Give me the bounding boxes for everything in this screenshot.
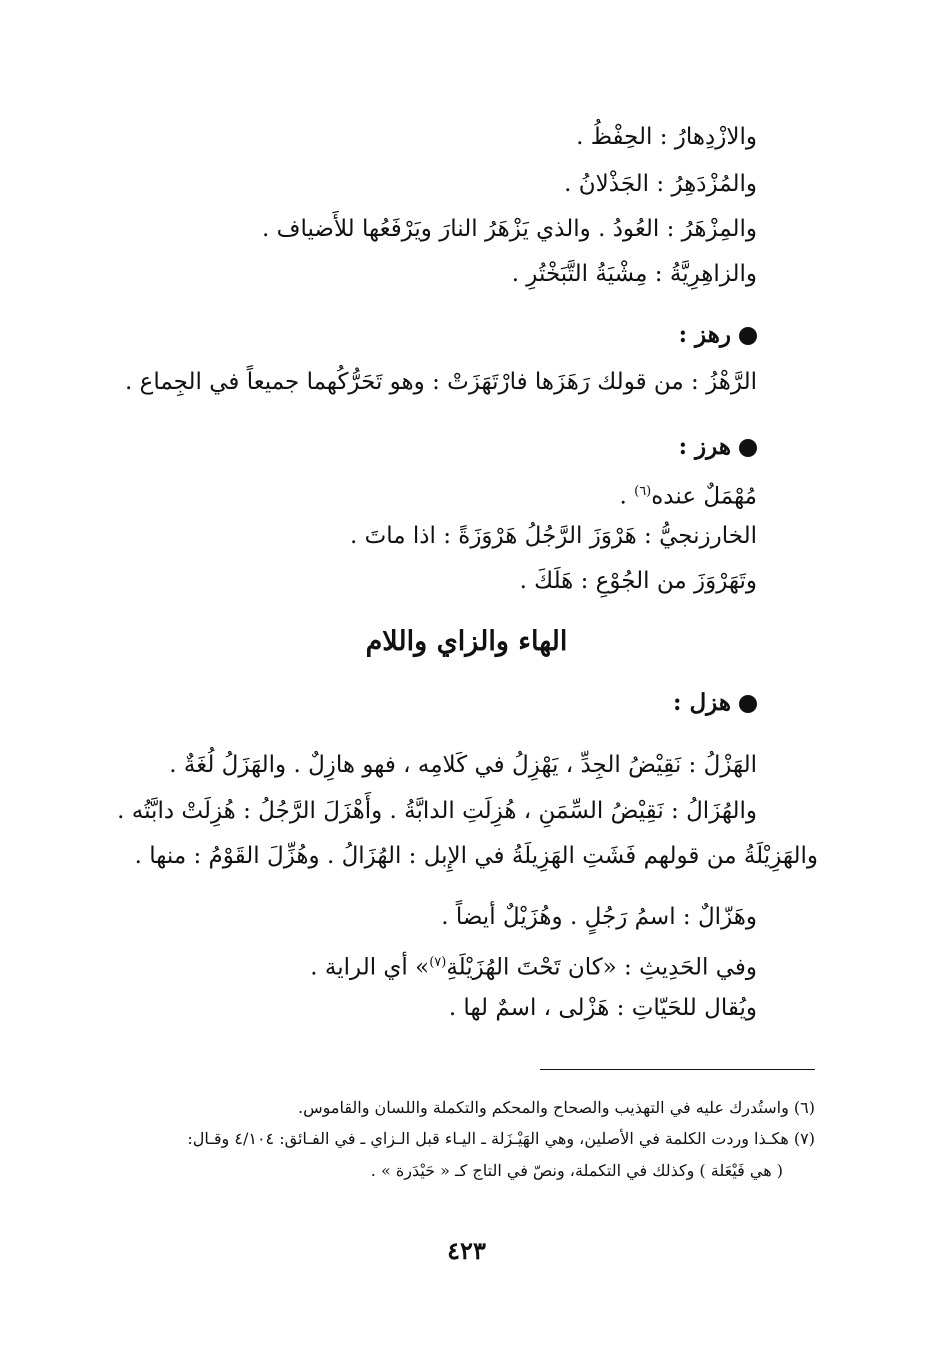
text-line: والازْدِهارُ : الحِفْظُ . [576, 124, 757, 150]
section-heading: الهاء والزاي واللام [365, 626, 568, 657]
bullet-icon [739, 439, 757, 457]
footnote: ( هي فَيْعَلة ) وكذلك في التكملة، ونصّ في التاج كـ « حَيْدَرة » . [370, 1161, 783, 1180]
page-number: ٤٢٣ [447, 1236, 486, 1265]
bullet-icon [739, 695, 757, 713]
entry-heading-rahz [679, 320, 757, 350]
text-line: وهَزّالٌ : اسمُ رَجُلٍ . وهُزَيْلٌ أيضاً . [441, 904, 757, 930]
entry-heading-harz [679, 432, 757, 462]
text-line: والهُزَالُ : نَقِيْضُ السِّمَنِ ، هُزِلَتِ الدابَّةُ . وأَهْزَلَ الرَّجُلُ : هُزِلَتْ دابَّتُه . [117, 798, 757, 824]
text-line: والمِزْهَرُ : العُودُ . والذي يَزْهَرُ النارَ ويَرْفَعُها للأَضياف . [262, 216, 757, 242]
text-line: والهَزِيْلَةُ من قولهم فَشَتِ الهَزِيلَةُ في الإِبل : الهُزَالُ . وهُزِّلَ القَوْمُ : منها . [134, 843, 818, 869]
footnote-divider [540, 1069, 815, 1070]
bullet-icon [739, 327, 757, 345]
footnote-ref: (٦) [634, 484, 652, 499]
entry-head-label: رهز : [678, 321, 731, 348]
entry-heading-hazl [673, 688, 757, 718]
text-line: الخارزنجيُّ : هَرْوَزَ الرَّجُلُ هَرْوَزَةً : اذا ماتَ . [349, 523, 757, 549]
text-span: وفي الحَدِيثِ : «كان تَحْتَ الهُزَيْلَةِ [446, 954, 757, 981]
footnote: (٧) هكـذا وردت الكلمة في الأصلين، وهي الهَيْـزَلة ـ اليـاء قبل الـزاي ـ في الفـائق: ٤/١٠٤ وقـال: [187, 1129, 815, 1148]
entry-head-label: هرز : [678, 433, 731, 460]
footnote: (٦) واستُدرك عليه في التهذيب والصحاح والمحكم والتكملة واللسان والقاموس. [297, 1098, 815, 1117]
text-span: . [619, 483, 635, 510]
text-line: الرَّهْزُ : من قولك رَهَزَها فارْتَهَزَتْ : وهو تَحَرُّكُهما جميعاً في الجِماع . [125, 369, 757, 395]
text-line: ويُقال للحَيّاتِ : هَزْلى ، اسمٌ لها . [448, 995, 757, 1021]
text-line [619, 477, 757, 512]
text-line: والزاهِرِيَّةُ : مِشْيَةُ التَّبَخْتُرِ . [511, 261, 757, 287]
text-line: الهَزْلُ : نَقِيْضُ الجِدِّ ، يَهْزِلُ في كَلامِه ، فهو هازِلٌ . والهَزَلُ لُغَةٌ . [169, 752, 757, 778]
entry-head-label: هزل : [672, 689, 731, 716]
text-span: » أي الراية . [310, 954, 430, 981]
footnote-ref: (٧) [429, 955, 447, 970]
text-line: وتَهَرْوَزَ من الجُوْعِ : هَلَكَ . [519, 568, 757, 594]
text-line [310, 948, 757, 983]
text-line: والمُزْدَهِرُ : الجَذْلانُ . [564, 171, 757, 197]
text-span: مُهْمَلٌ عنده [651, 483, 757, 510]
